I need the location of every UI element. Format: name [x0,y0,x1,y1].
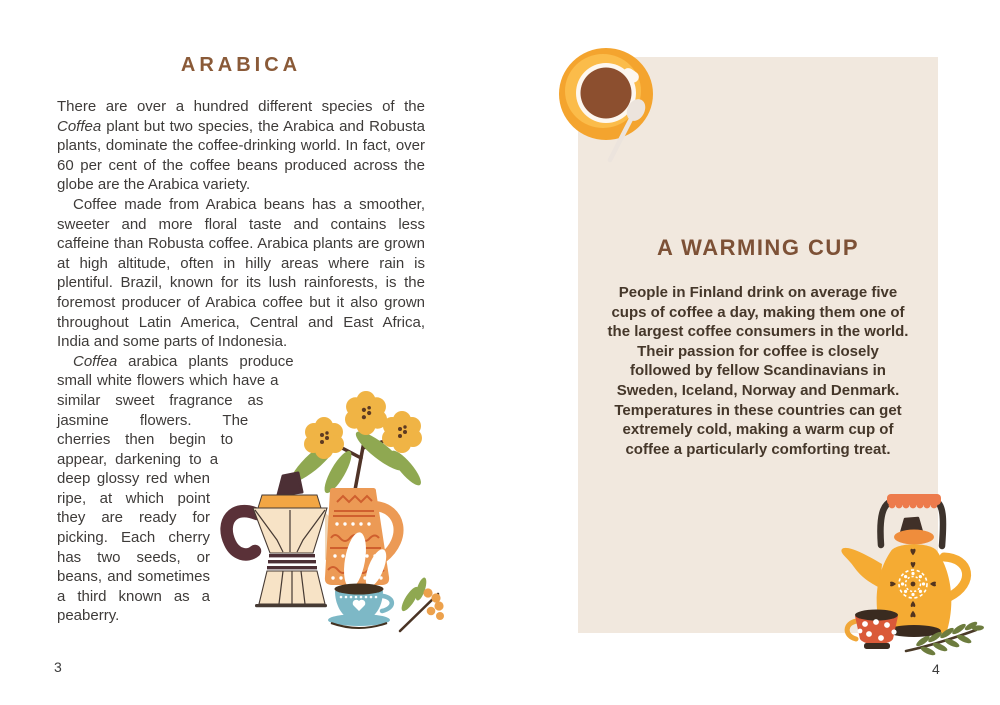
yellow-flower [304,417,344,459]
berry-sprig [399,576,444,631]
moka-pot [227,473,327,607]
left-page-title: ARABICA [180,54,302,76]
kettle-spout [841,548,882,588]
paragraph-text: plant but two species, the Arabica and Robusta plants, dominate the coffee-drinking world. In fact, over 60 per cent of the coffee beans produced across the globe are the Arabica variety. [57,117,425,194]
yellow-flower [345,391,387,435]
cup-handle [847,621,857,639]
page-number-left: 3 [54,659,62,675]
folk-kettle-illustration [838,488,998,668]
coffee [581,68,632,119]
blue-teacup [328,584,392,629]
polka-dot-cup [847,610,898,650]
latin-name: Coffea [73,352,118,370]
paragraph-species [57,97,425,195]
teacup-handle [382,596,392,611]
right-page-body: People in Finland drink on average five cups of coffee a day, making them one of the largest coffee consumers in the world. Their passion for coffee is closely followed by fellow Scandinavians in Sweden, Iceland, Norway and Denmark. Temperatures in these countries can get extremely cold, making a warm cup of coffee a particularly comforting treat. [607,284,909,458]
latin-name: Coffea [57,117,102,135]
coffee-cup-top-view-illustration [555,42,655,167]
kettle-lid [894,530,934,545]
moka-pot-vase-teacup-illustration [205,388,450,638]
moka-handle [227,511,257,554]
paragraph-taste: Coffee made from Arabica beans has a smoother, sweeter and more floral taste and contains less caffeine than Robusta coffee. Arabica plants are grown at high altitude, often in hilly areas where rain is plentiful. Brazil, known for its lush rainforests, is the foremost producer of Arabica coffee but it also grown throughout Latin America, Central and East Africa, India and some parts of Indonesia. [57,195,425,351]
right-page-title: A WARMING CUP [656,235,859,260]
yellow-flower [382,411,422,453]
moka-lid-knob [278,473,302,495]
paragraph-text: arabica plants produce small white flowers which have a similar sweet fragrance as jasmine flowers. The cherries then begin to appear, darkening to a deep glossy red when ripe, at which point they are ready for picking. Each cherry has two seeds, or beans, and sometimes a third known as a peaberry. [57,352,294,625]
page-number-right: 4 [932,661,940,677]
paragraph-text: There are over a hundred different species of the [57,98,425,115]
moka-lid [258,495,321,508]
